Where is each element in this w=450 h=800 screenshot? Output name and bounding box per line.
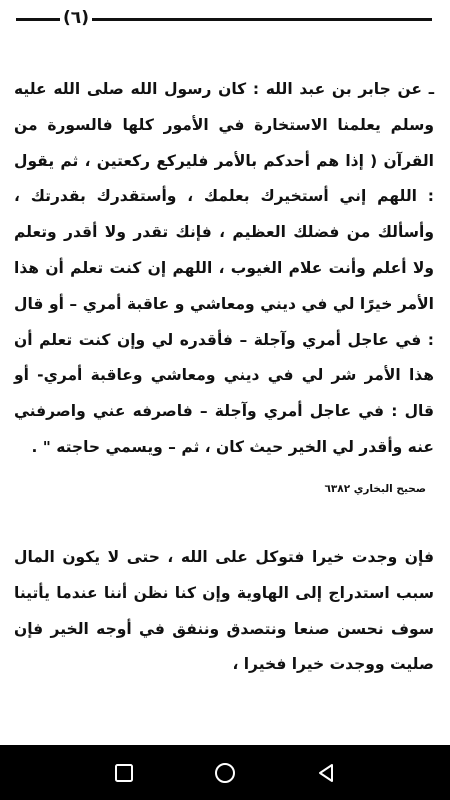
home-button[interactable] [209,757,241,789]
header-divider-left [16,18,60,21]
hadith-source: صحيح البخاري ٦٣٨٢ [324,483,426,495]
square-recents-icon [113,762,135,784]
header-divider-right [92,18,432,21]
page-number: (٦) [63,8,89,28]
recents-button[interactable] [108,757,140,789]
back-button[interactable] [310,757,342,789]
triangle-back-icon [315,762,337,784]
page-header [0,0,450,40]
reflection-paragraph: فإن وجدت خيرا فتوكل على الله ، حتى لا يكون المال سبب استدراج إلى الهاوية وإن كنا نظن أننا عندما يأتينا سوف نحسن صنعا ونتصدق وننفق في أوجه الخير فإن صليت ووجدت خيرا فخيرا ، [14,548,434,674]
android-navigation-bar [0,745,450,800]
hadith-paragraph: ـ عن جابر بن عبد الله : كان رسول الله صلى الله عليه وسلم يعلمنا الاستخارة في الأمور كلها فالسورة من القرآن ( إذا هم أحدكم بالأمر فليركع ركعتين ، ثم يقول : اللهم إني أستخيرك بعلمك ، وأستقدرك بقدرتك ، وأسألك من فضلك العظيم ، فإنك تقدر ولا أقدر وتعلم ولا أعلم وأنت علام الغيوب ، اللهم إن كنت تعلم أن هذا الأمر خيرًا لي في ديني ومعاشي و عاقبة أمري – أو قال : في عاجل أمري وآجلة – فأقدره لي وإن كنت تعلم أن هذا الأمر شر لي في ديني ومعاشي وعاقبة أمري- أو قال : في عاجل أمري وآجلة – فاصرفه عني واصرفني عنه وأقدر لي الخير حيث كان ، ثم – ويسمي حاجته " . [14,80,434,456]
circle-home-icon [213,761,237,785]
